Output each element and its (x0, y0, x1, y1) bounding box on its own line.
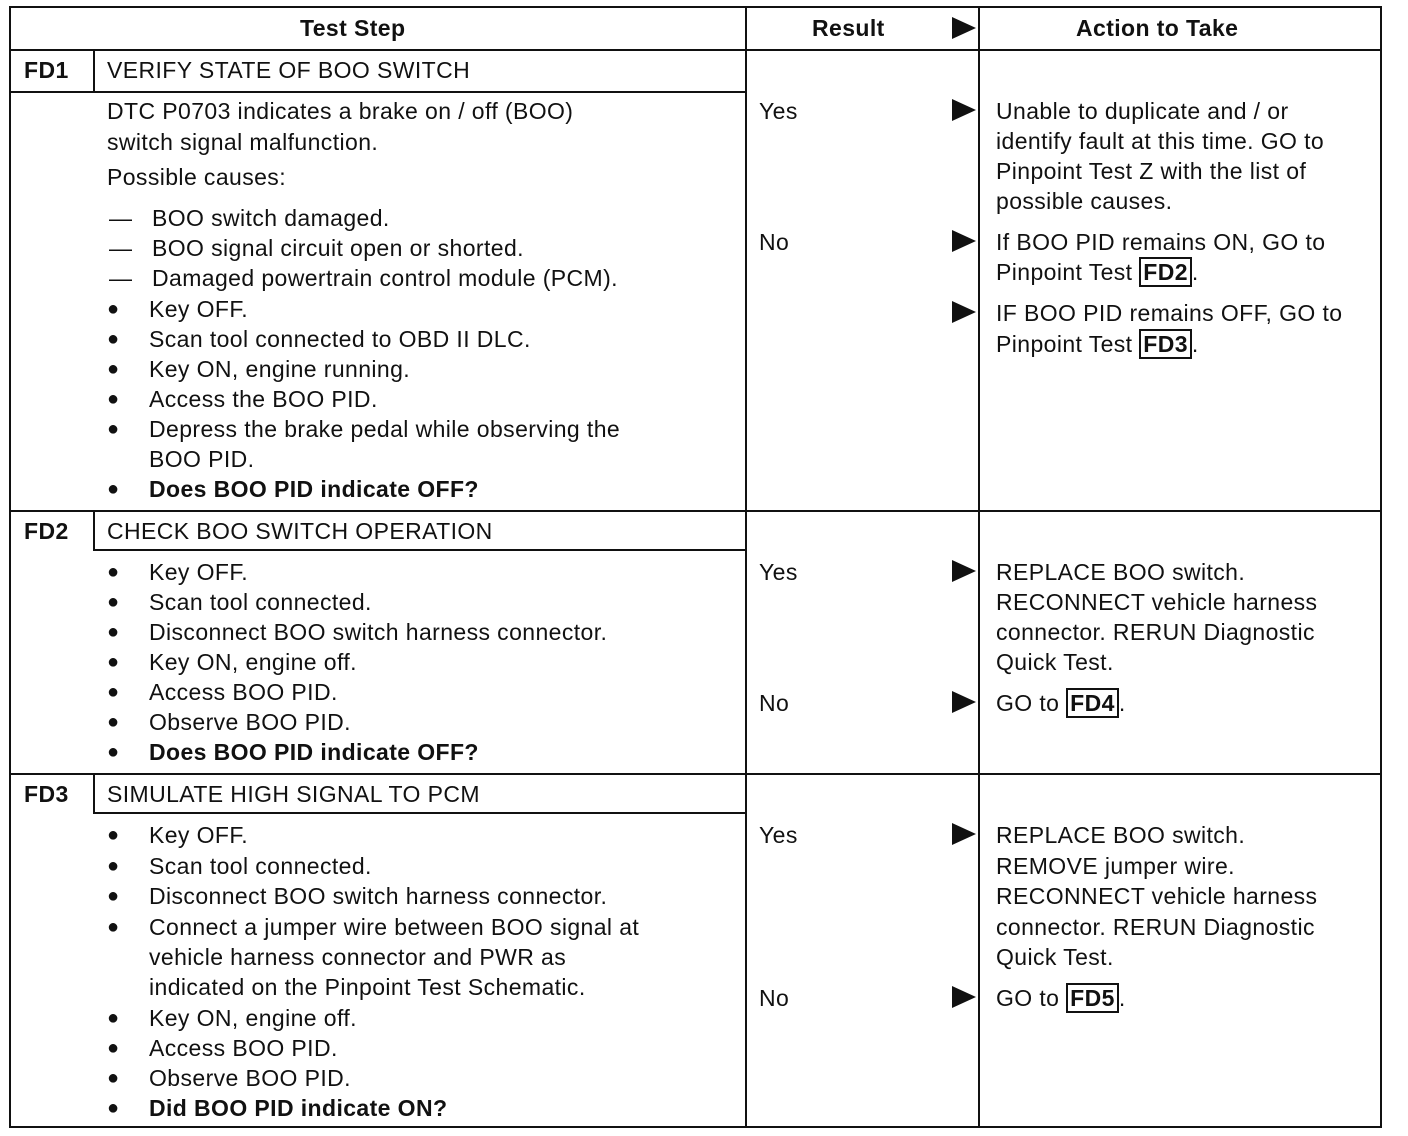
period: . (1118, 985, 1126, 1011)
fd2-yes-action-4: Quick Test. (996, 649, 1114, 675)
fd2-no-action (996, 688, 1126, 718)
bullet-icon: ● (107, 1067, 120, 1089)
header-test-step: Test Step (300, 15, 406, 41)
bullet-icon: ● (107, 916, 120, 938)
fd3-no-action (996, 983, 1126, 1013)
fd2-step-1: Key OFF. (149, 559, 249, 585)
grid-col-step-3 (93, 775, 95, 813)
grid-col-result (745, 6, 747, 1128)
fd2-yes-action-1: REPLACE BOO switch. (996, 559, 1246, 585)
arrow-icon (952, 99, 976, 121)
fd3-step-7: Observe BOO PID. (149, 1065, 351, 1091)
bullet-icon: ● (107, 681, 120, 703)
arrow-icon (952, 230, 976, 252)
dash-icon: — (109, 235, 133, 261)
fd3-id: FD3 (24, 781, 69, 807)
fd3-question: Did BOO PID indicate ON? (149, 1095, 448, 1121)
period: . (1191, 259, 1199, 285)
bullet-icon: ● (107, 1097, 120, 1119)
fd1-question: Does BOO PID indicate OFF? (149, 476, 479, 502)
fd2-yes-action-3: connector. RERUN Diagnostic (996, 619, 1315, 645)
grid-fd1-bottom (9, 510, 1382, 512)
fd2-id: FD2 (24, 518, 69, 544)
fd1-link-fd2[interactable]: FD2 (1139, 257, 1192, 287)
grid-header-bottom (9, 49, 1382, 51)
fd1-intro-2: switch signal malfunction. (107, 129, 379, 155)
grid-fd2-bottom (9, 773, 1382, 775)
fd2-step-5: Access BOO PID. (149, 679, 338, 705)
fd3-step-1: Key OFF. (149, 822, 249, 848)
fd2-no-action-text: GO to (996, 690, 1067, 716)
header-arrow-icon (952, 17, 976, 39)
period: . (1191, 331, 1199, 357)
bullet-icon: ● (107, 561, 120, 583)
fd1-yes-action-3: Pinpoint Test Z with the list of (996, 158, 1307, 184)
header-result: Result (812, 15, 885, 41)
fd1-no-action-b-1: IF BOO PID remains OFF, GO to (996, 300, 1343, 326)
fd2-title: CHECK BOO SWITCH OPERATION (107, 518, 493, 544)
fd2-link-fd4[interactable]: FD4 (1066, 688, 1119, 718)
dash-icon: — (109, 265, 133, 291)
fd3-step-6: Access BOO PID. (149, 1035, 338, 1061)
fd1-possible-causes: Possible causes: (107, 164, 286, 190)
fd1-yes-action-1: Unable to duplicate and / or (996, 98, 1289, 124)
fd1-step-1: Key OFF. (149, 296, 249, 322)
fd1-step-3: Key ON, engine running. (149, 356, 411, 382)
fd3-step-2: Scan tool connected. (149, 853, 372, 879)
period: . (1118, 690, 1126, 716)
fd1-title: VERIFY STATE OF BOO SWITCH (107, 57, 471, 83)
fd1-no-action-b-2 (996, 329, 1199, 359)
fd1-no-label: No (759, 229, 790, 255)
fd1-cause-3: Damaged powertrain control module (PCM). (152, 265, 618, 291)
bullet-icon: ● (107, 298, 120, 320)
fd3-link-fd5[interactable]: FD5 (1066, 983, 1119, 1013)
bullet-icon: ● (107, 741, 120, 763)
fd2-step-6: Observe BOO PID. (149, 709, 351, 735)
fd1-step-4: Access the BOO PID. (149, 386, 378, 412)
fd1-yes-action-2: identify fault at this time. GO to (996, 128, 1325, 154)
bullet-icon: ● (107, 478, 120, 500)
grid-right (1380, 6, 1382, 1128)
bullet-icon: ● (107, 1007, 120, 1029)
fd1-no-action-a-2 (996, 257, 1199, 287)
fd1-step-5-cont: BOO PID. (149, 446, 255, 472)
fd1-no-action-a-text: Pinpoint Test (996, 259, 1140, 285)
bullet-icon: ● (107, 711, 120, 733)
fd3-step-4-cont-1: vehicle harness connector and PWR as (149, 944, 567, 970)
arrow-icon (952, 301, 976, 323)
fd3-step-3: Disconnect BOO switch harness connector. (149, 883, 608, 909)
fd3-step-4: Connect a jumper wire between BOO signal at (149, 914, 640, 940)
bullet-icon: ● (107, 328, 120, 350)
bullet-icon: ● (107, 621, 120, 643)
header-action: Action to Take (1076, 15, 1239, 41)
fd2-question: Does BOO PID indicate OFF? (149, 739, 479, 765)
fd3-title: SIMULATE HIGH SIGNAL TO PCM (107, 781, 480, 807)
grid-col-step (93, 50, 95, 92)
fd1-intro-1: DTC P0703 indicates a brake on / off (BOO) (107, 98, 574, 124)
fd3-yes-action-5: Quick Test. (996, 944, 1114, 970)
grid-top (9, 6, 1382, 8)
fd2-step-3: Disconnect BOO switch harness connector. (149, 619, 608, 645)
fd3-step-5: Key ON, engine off. (149, 1005, 357, 1031)
fd3-yes-action-2: REMOVE jumper wire. (996, 853, 1235, 879)
bullet-icon: ● (107, 651, 120, 673)
fd1-no-action-a-1: If BOO PID remains ON, GO to (996, 229, 1326, 255)
fd2-yes-label: Yes (759, 559, 798, 585)
bullet-icon: ● (107, 1037, 120, 1059)
bullet-icon: ● (107, 591, 120, 613)
bullet-icon: ● (107, 388, 120, 410)
fd3-yes-action-4: connector. RERUN Diagnostic (996, 914, 1315, 940)
fd2-step-4: Key ON, engine off. (149, 649, 357, 675)
bullet-icon: ● (107, 418, 120, 440)
fd1-cause-2: BOO signal circuit open or shorted. (152, 235, 524, 261)
arrow-icon (952, 986, 976, 1008)
fd2-no-label: No (759, 690, 790, 716)
fd1-yes-label: Yes (759, 98, 798, 124)
grid-col-step-2 (93, 512, 95, 550)
grid-fd1-title-bottom (9, 91, 747, 93)
arrow-icon (952, 560, 976, 582)
fd1-id: FD1 (24, 57, 69, 83)
bullet-icon: ● (107, 885, 120, 907)
fd3-no-label: No (759, 985, 790, 1011)
bullet-icon: ● (107, 358, 120, 380)
fd3-no-action-text: GO to (996, 985, 1067, 1011)
dash-icon: — (109, 205, 133, 231)
fd1-yes-action-4: possible causes. (996, 188, 1173, 214)
grid-left (9, 6, 11, 1128)
fd1-no-action-b-text: Pinpoint Test (996, 331, 1140, 357)
fd1-cause-1: BOO switch damaged. (152, 205, 390, 231)
grid-col-action (978, 6, 980, 1128)
bullet-icon: ● (107, 855, 120, 877)
fd3-yes-action-1: REPLACE BOO switch. (996, 822, 1246, 848)
grid-fd3-title-bottom (93, 812, 747, 814)
fd2-yes-action-2: RECONNECT vehicle harness (996, 589, 1318, 615)
arrow-icon (952, 823, 976, 845)
fd3-yes-label: Yes (759, 822, 798, 848)
bullet-icon: ● (107, 824, 120, 846)
fd3-yes-action-3: RECONNECT vehicle harness (996, 883, 1318, 909)
fd3-step-4-cont-2: indicated on the Pinpoint Test Schematic. (149, 974, 586, 1000)
fd2-step-2: Scan tool connected. (149, 589, 372, 615)
fd1-step-5: Depress the brake pedal while observing the (149, 416, 621, 442)
fd1-link-fd3[interactable]: FD3 (1139, 329, 1192, 359)
arrow-icon (952, 691, 976, 713)
grid-fd2-title-bottom (93, 549, 747, 551)
fd1-step-2: Scan tool connected to OBD II DLC. (149, 326, 531, 352)
grid-bottom (9, 1126, 1382, 1128)
